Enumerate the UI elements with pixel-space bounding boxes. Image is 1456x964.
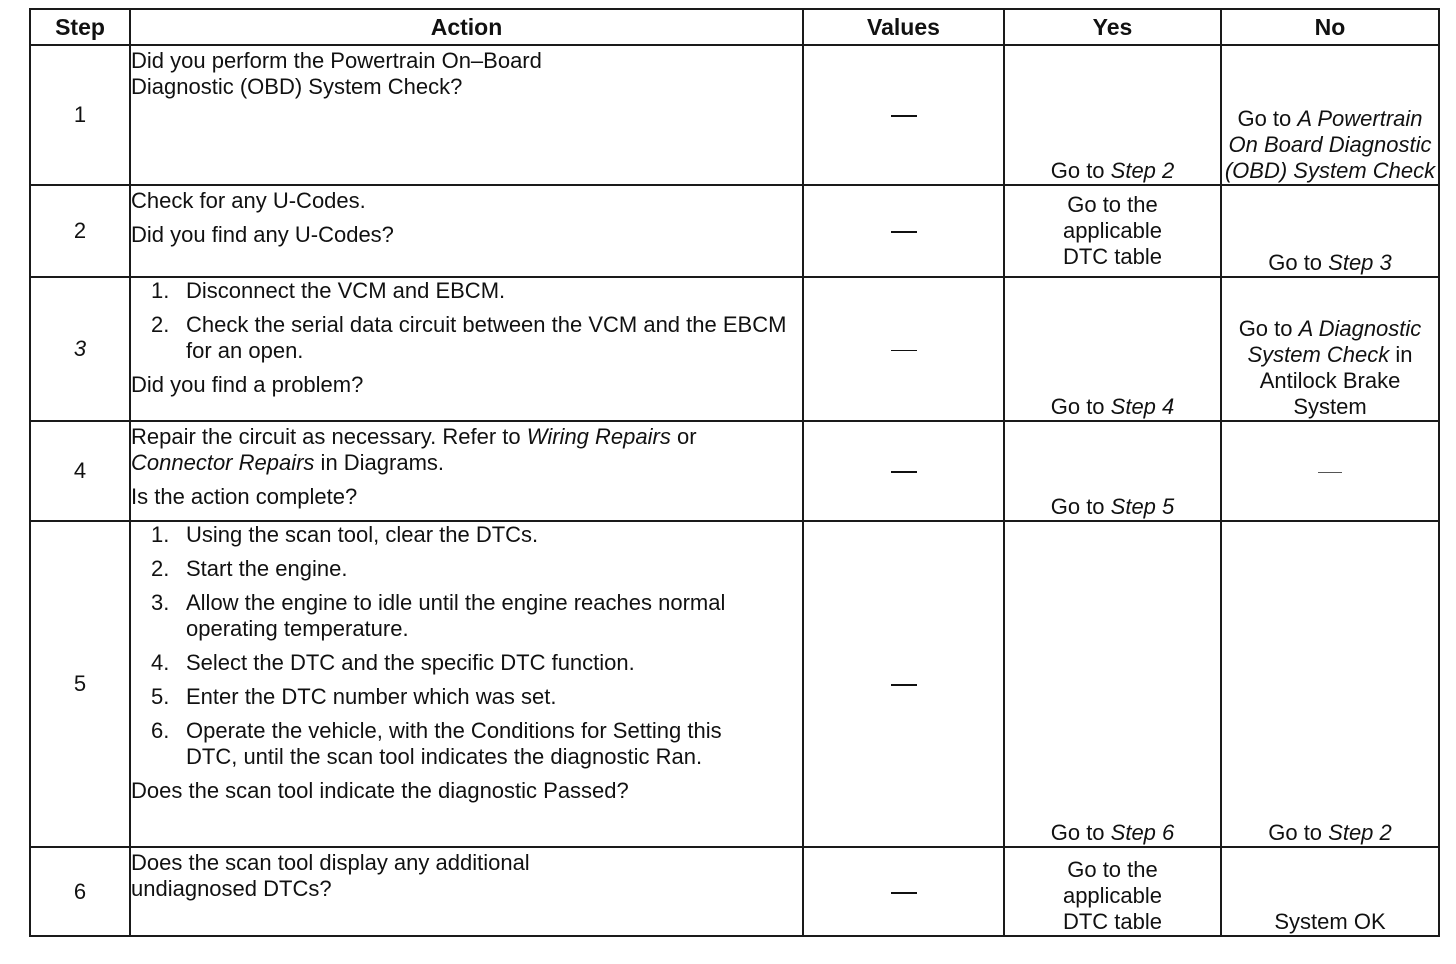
action-question: Did you find any U-Codes? bbox=[131, 222, 394, 247]
yes-text: Go to bbox=[1050, 158, 1111, 183]
header-yes: Yes bbox=[1004, 9, 1221, 45]
yes-text: Go to bbox=[1050, 394, 1111, 419]
list-item-number: 6. bbox=[151, 718, 170, 743]
values-dash bbox=[891, 471, 917, 473]
header-action: Action bbox=[130, 9, 803, 45]
no-procedure-link: A Powertrain On Board Diagnostic (OBD) System Check bbox=[1224, 106, 1436, 183]
action-question: Did you find a problem? bbox=[131, 372, 364, 397]
yes-cell bbox=[1004, 45, 1221, 185]
action-text: Check for any U-Codes. bbox=[131, 188, 366, 213]
list-item-number: 1. bbox=[151, 522, 170, 547]
list-item-text: Check the serial data circuit between the VCM and the EBCM for an open. bbox=[186, 312, 787, 363]
values-cell bbox=[803, 185, 1004, 277]
table-row bbox=[30, 521, 1439, 847]
yes-step-link: Step 2 bbox=[1110, 158, 1175, 183]
header-step: Step bbox=[30, 9, 130, 45]
action-question: Does the scan tool indicate the diagnostic Passed? bbox=[131, 778, 629, 803]
header-values: Values bbox=[803, 9, 1004, 45]
yes-text: Go to the applicable DTC table bbox=[1062, 857, 1163, 934]
list-item bbox=[131, 590, 731, 642]
list-item bbox=[131, 312, 802, 364]
values-dash bbox=[891, 684, 917, 686]
no-procedure-link: A Diagnostic System Check bbox=[1247, 316, 1422, 367]
table-row bbox=[30, 277, 1439, 421]
list-item bbox=[131, 718, 731, 770]
action-text-part: Repair the circuit as necessary. Refer to bbox=[131, 424, 527, 449]
values-cell bbox=[803, 421, 1004, 521]
yes-cell bbox=[1004, 185, 1221, 277]
action-cell bbox=[130, 421, 803, 521]
yes-text: Go to the applicable DTC table bbox=[1062, 192, 1163, 269]
list-item bbox=[131, 522, 731, 548]
list-item-number: 1. bbox=[151, 278, 170, 303]
yes-text: Go to bbox=[1050, 494, 1111, 519]
action-text: Does the scan tool display any additional undiagnosed DTCs? bbox=[131, 850, 530, 901]
values-dash bbox=[891, 350, 917, 351]
no-text: Go to bbox=[1237, 106, 1298, 131]
list-item-text: Allow the engine to idle until the engine reaches normal operating temperature. bbox=[186, 590, 726, 641]
values-dash bbox=[891, 231, 917, 233]
values-dash bbox=[891, 115, 917, 117]
no-text: System OK bbox=[1274, 909, 1386, 934]
no-cell bbox=[1221, 185, 1439, 277]
connector-repairs-link: Connector Repairs bbox=[131, 450, 315, 475]
step-number: 4 bbox=[30, 421, 130, 521]
values-cell bbox=[803, 45, 1004, 185]
yes-text: Go to bbox=[1050, 820, 1111, 845]
list-item bbox=[131, 650, 731, 676]
list-item-text: Using the scan tool, clear the DTCs. bbox=[186, 522, 539, 547]
yes-cell bbox=[1004, 847, 1221, 936]
step-number: 5 bbox=[30, 521, 130, 847]
action-text: Did you perform the Powertrain On–Board Diagnostic (OBD) System Check? bbox=[131, 48, 542, 99]
yes-cell bbox=[1004, 277, 1221, 421]
list-item-number: 4. bbox=[151, 650, 170, 675]
no-text: Go to bbox=[1268, 820, 1329, 845]
yes-cell bbox=[1004, 421, 1221, 521]
list-item-text: Operate the vehicle, with the Conditions for Setting this DTC, until the scan tool indicates the diagnostic Ran. bbox=[186, 718, 722, 769]
action-cell bbox=[130, 45, 803, 185]
list-item-text: Disconnect the VCM and EBCM. bbox=[186, 278, 506, 303]
list-item bbox=[131, 684, 731, 710]
yes-cell bbox=[1004, 521, 1221, 847]
action-text-part: or bbox=[670, 424, 697, 449]
step-number: 3 bbox=[30, 277, 130, 421]
list-item-number: 2. bbox=[151, 556, 170, 581]
no-cell bbox=[1221, 521, 1439, 847]
list-item bbox=[131, 278, 802, 304]
yes-step-link: Step 6 bbox=[1110, 820, 1175, 845]
header-row bbox=[30, 9, 1439, 45]
action-text bbox=[131, 424, 802, 476]
wiring-repairs-link: Wiring Repairs bbox=[526, 424, 671, 449]
list-item-text: Select the DTC and the specific DTC function. bbox=[186, 650, 635, 675]
no-step-link: Step 2 bbox=[1328, 820, 1392, 845]
action-text-part: in Diagrams. bbox=[314, 450, 445, 475]
no-cell bbox=[1221, 277, 1439, 421]
list-item-text: Start the engine. bbox=[186, 556, 348, 581]
no-text-suffix: in Antilock Brake System bbox=[1259, 342, 1413, 419]
no-cell bbox=[1221, 45, 1439, 185]
step-number: 6 bbox=[30, 847, 130, 936]
table-row bbox=[30, 847, 1439, 936]
action-cell bbox=[130, 847, 803, 936]
action-list bbox=[131, 522, 731, 770]
list-item-number: 5. bbox=[151, 684, 170, 709]
action-cell bbox=[130, 521, 803, 847]
no-text: Go to bbox=[1238, 316, 1299, 341]
values-dash bbox=[891, 892, 917, 894]
no-dash bbox=[1318, 472, 1342, 473]
values-cell bbox=[803, 277, 1004, 421]
yes-step-link: Step 4 bbox=[1110, 394, 1175, 419]
list-item bbox=[131, 556, 731, 582]
header-no: No bbox=[1221, 9, 1439, 45]
values-cell bbox=[803, 521, 1004, 847]
table-row bbox=[30, 185, 1439, 277]
diagnostic-table bbox=[29, 8, 1440, 937]
no-cell bbox=[1221, 847, 1439, 936]
list-item-text: Enter the DTC number which was set. bbox=[186, 684, 557, 709]
list-item-number: 2. bbox=[151, 312, 170, 337]
yes-step-link: Step 5 bbox=[1110, 494, 1175, 519]
table-row bbox=[30, 45, 1439, 185]
action-question: Is the action complete? bbox=[131, 484, 358, 509]
action-list bbox=[131, 278, 802, 364]
list-item-number: 3. bbox=[151, 590, 170, 615]
action-cell bbox=[130, 185, 803, 277]
values-cell bbox=[803, 847, 1004, 936]
action-cell bbox=[130, 277, 803, 421]
no-text: Go to bbox=[1268, 250, 1329, 275]
step-number: 1 bbox=[30, 45, 130, 185]
step-number: 2 bbox=[30, 185, 130, 277]
no-step-link: Step 3 bbox=[1328, 250, 1392, 275]
no-cell bbox=[1221, 421, 1439, 521]
table-row bbox=[30, 421, 1439, 521]
